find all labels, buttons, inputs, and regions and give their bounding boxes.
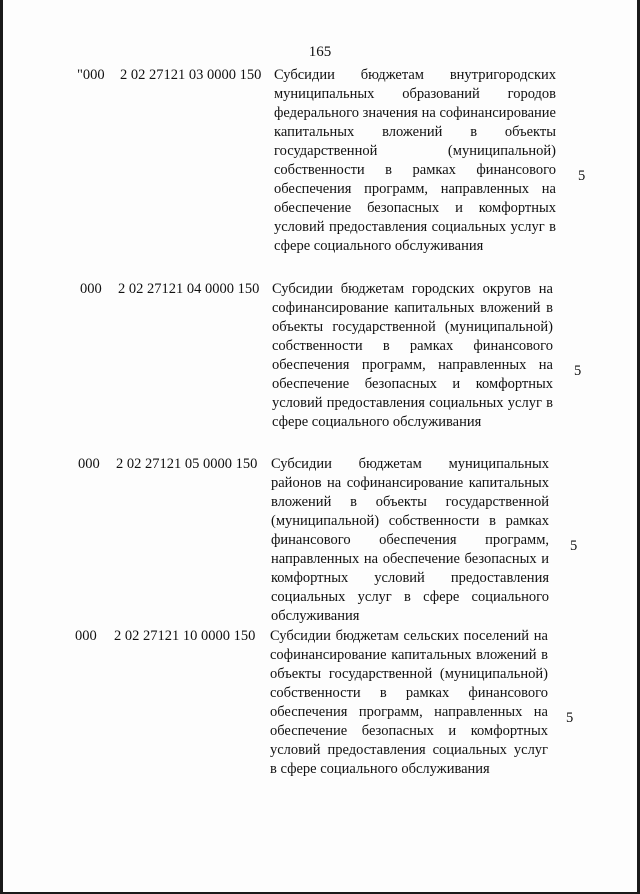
budget-classification-code: 2 02 27121 03 0000 150 [120,67,262,83]
distribution-norm: 5 [566,710,574,726]
admin-code: "000 [77,67,105,83]
admin-code: 000 [75,628,97,644]
revenue-name: Субсидии бюджетам внутригородских муниципальных образований городов федерального значения на софинансирование капитальных вложений в объекты государственной (муниципальной) собственности в рамках финансового обеспечения программ, направленных на обеспечение безопасных и комфортных условий предоставления социальных услуг в сфере социального обслуживания [274,67,556,254]
budget-classification-code: 2 02 27121 05 0000 150 [116,456,258,472]
budget-classification-code: 2 02 27121 04 0000 150 [118,281,260,297]
admin-code: 000 [80,281,102,297]
scan-edge-left [0,0,3,894]
page-number: 165 [308,44,332,60]
distribution-norm: 5 [574,363,582,379]
admin-code: 000 [78,456,100,472]
distribution-norm: 5 [570,538,578,554]
budget-classification-code: 2 02 27121 10 0000 150 [114,628,256,644]
distribution-norm: 5 [578,168,586,184]
revenue-name: Субсидии бюджетам сельских поселений на софинансирование капитальных вложений в объекты государственной (муниципальной) собственности в рамках финансового обеспечения программ, направленных на обеспечение безопасных и комфортных условий предоставления социальных услуг в сфере социального обслуживания [270,628,548,777]
revenue-name: Субсидии бюджетам муниципальных районов на софинансирование капитальных вложений в объекты государственной (муниципальной) собственности в рамках финансового обеспечения программ, направленных на обеспечение безопасных и комфортных условий предоставления социальных услуг в сфере социального обслуживания [271,456,549,624]
revenue-name: Субсидии бюджетам городских округов на софинансирование капитальных вложений в объекты государственной (муниципальной) собственности в рамках финансового обеспечения программ, направленных на обеспечение безопасных и комфортных условий предоставления социальных услуг в сфере социального обслуживания [272,281,553,430]
